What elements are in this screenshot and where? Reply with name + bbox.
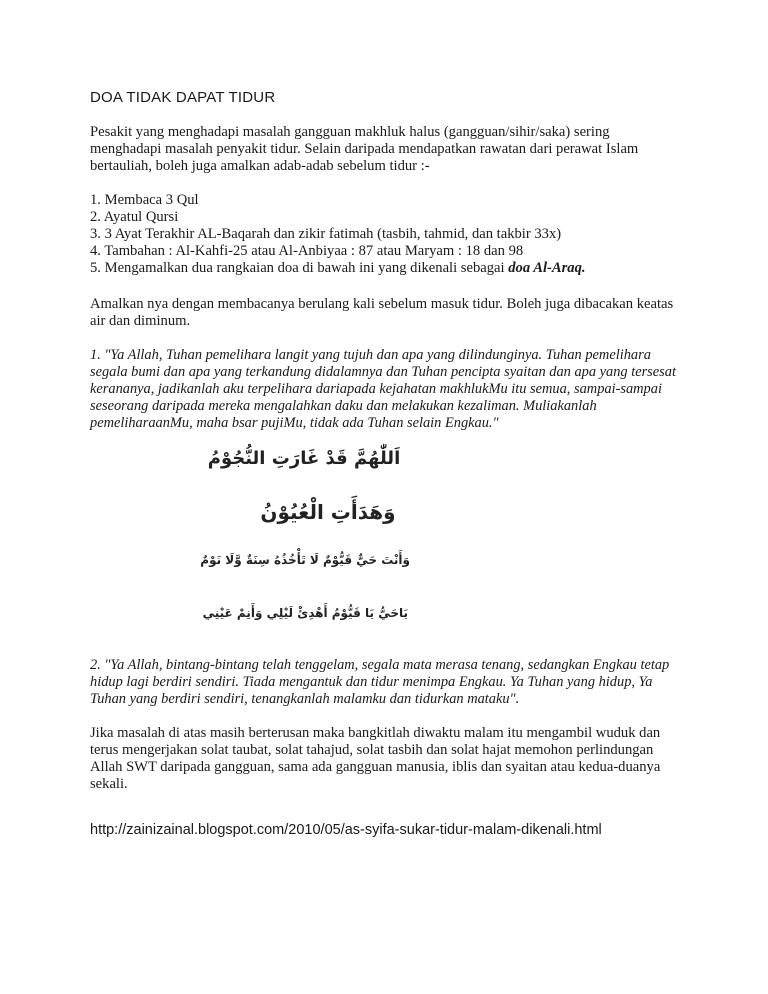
arabic-line-1: اَللّٰهُمَّ قَدْ غَارَتِ النُّجُوْمُ — [207, 448, 401, 469]
intro-paragraph: Pesakit yang menghadapi masalah gangguan makhluk halus (gangguan/sihir/saka) sering menghadapi masalah penyakit tidur. Selain daripada mendapatkan rawatan dari perawat Islam bertauliah, boleh juga amalkan adab-adab sebelum tidur :- — [90, 124, 639, 174]
advice-paragraph: Jika masalah di atas masih berterusan maka bangkitlah diwaktu malam itu mengambil wuduk dan terus mengerjakan solat taubat, solat tahajud, solat tasbih dan solat hajat memohon perlindungan Allah SWT daripada gangguan, sama ada gangguan manusia, iblis dan syaitan atau kedua-duanya sekali. — [90, 725, 661, 792]
arabic-line-3: وَأَنْتَ حَيٌّ قَيُّوْمٌ لَا تَأْخُذُهُ سِنَةٌ وَّلَا نَوْمٌ — [200, 553, 410, 567]
source-url[interactable]: http://zainizainal.blogspot.com/2010/05/as-syifa-sukar-tidur-malam-dikenali.html — [90, 822, 602, 838]
practice-paragraph: Amalkan nya dengan membacanya berulang kali sebelum masuk tidur. Boleh juga dibacakan keatas air dan diminum. — [90, 296, 674, 329]
arabic-line-4: يَاحَيُّ يَا قَيُّوْمُ أَهْدِئْ لَيْلِي وَأَنِمْ عَيْنِي — [202, 606, 408, 620]
document-title: DOA TIDAK DAPAT TIDUR — [90, 89, 276, 106]
list-item: 2. Ayatul Qursi — [90, 209, 179, 225]
practice-list — [90, 192, 586, 277]
doa-al-araq-label: doa Al-Araq. — [508, 260, 586, 276]
doa-2-translation: 2. "Ya Allah, bintang-bintang telah tenggelam, segala mata merasa tenang, sedangkan Engkau tetap hidup lagi berdiri sendiri. Tiada mengantuk dan tidur menimpa Engkau. Ya Tuhan yang hidup, Ya Tuhan yang berdiri sendiri, tenangkanlah malamku dan tidurkan mataku". — [90, 657, 670, 707]
list-item — [90, 260, 586, 277]
list-item-5-text: 5. Mengamalkan dua rangkaian doa di bawah ini yang dikenali sebagai — [90, 260, 509, 276]
list-item: 3. 3 Ayat Terakhir AL-Baqarah dan zikir fatimah (tasbih, tahmid, dan takbir 33x) — [90, 226, 562, 242]
arabic-line-2: وَهَدَأَتِ الْعُيُوْنُ — [260, 500, 396, 524]
doa-1-translation: 1. "Ya Allah, Tuhan pemelihara langit yang tujuh dan apa yang dilindunginya. Tuhan pemelihara segala bumi dan apa yang terkandung didalamnya dan Tuhan pencipta syaitan dan apa yang tersesat kerananya, jadikanlah aku terpelihara dariapada kejahatan makhlukMu itu semua, sampai-sampai seseorang daripada mereka mengalahkan daku dan melakukan kezaliman. Muliakanlah pemeliharaanMu, maha bsar pujiMu, tidak ada Tuhan selain Engkau." — [90, 347, 676, 431]
list-item: 1. Membaca 3 Qul — [90, 192, 199, 208]
list-item: 4. Tambahan : Al-Kahfi-25 atau Al-Anbiyaa : 87 atau Maryam : 18 dan 98 — [90, 243, 524, 259]
